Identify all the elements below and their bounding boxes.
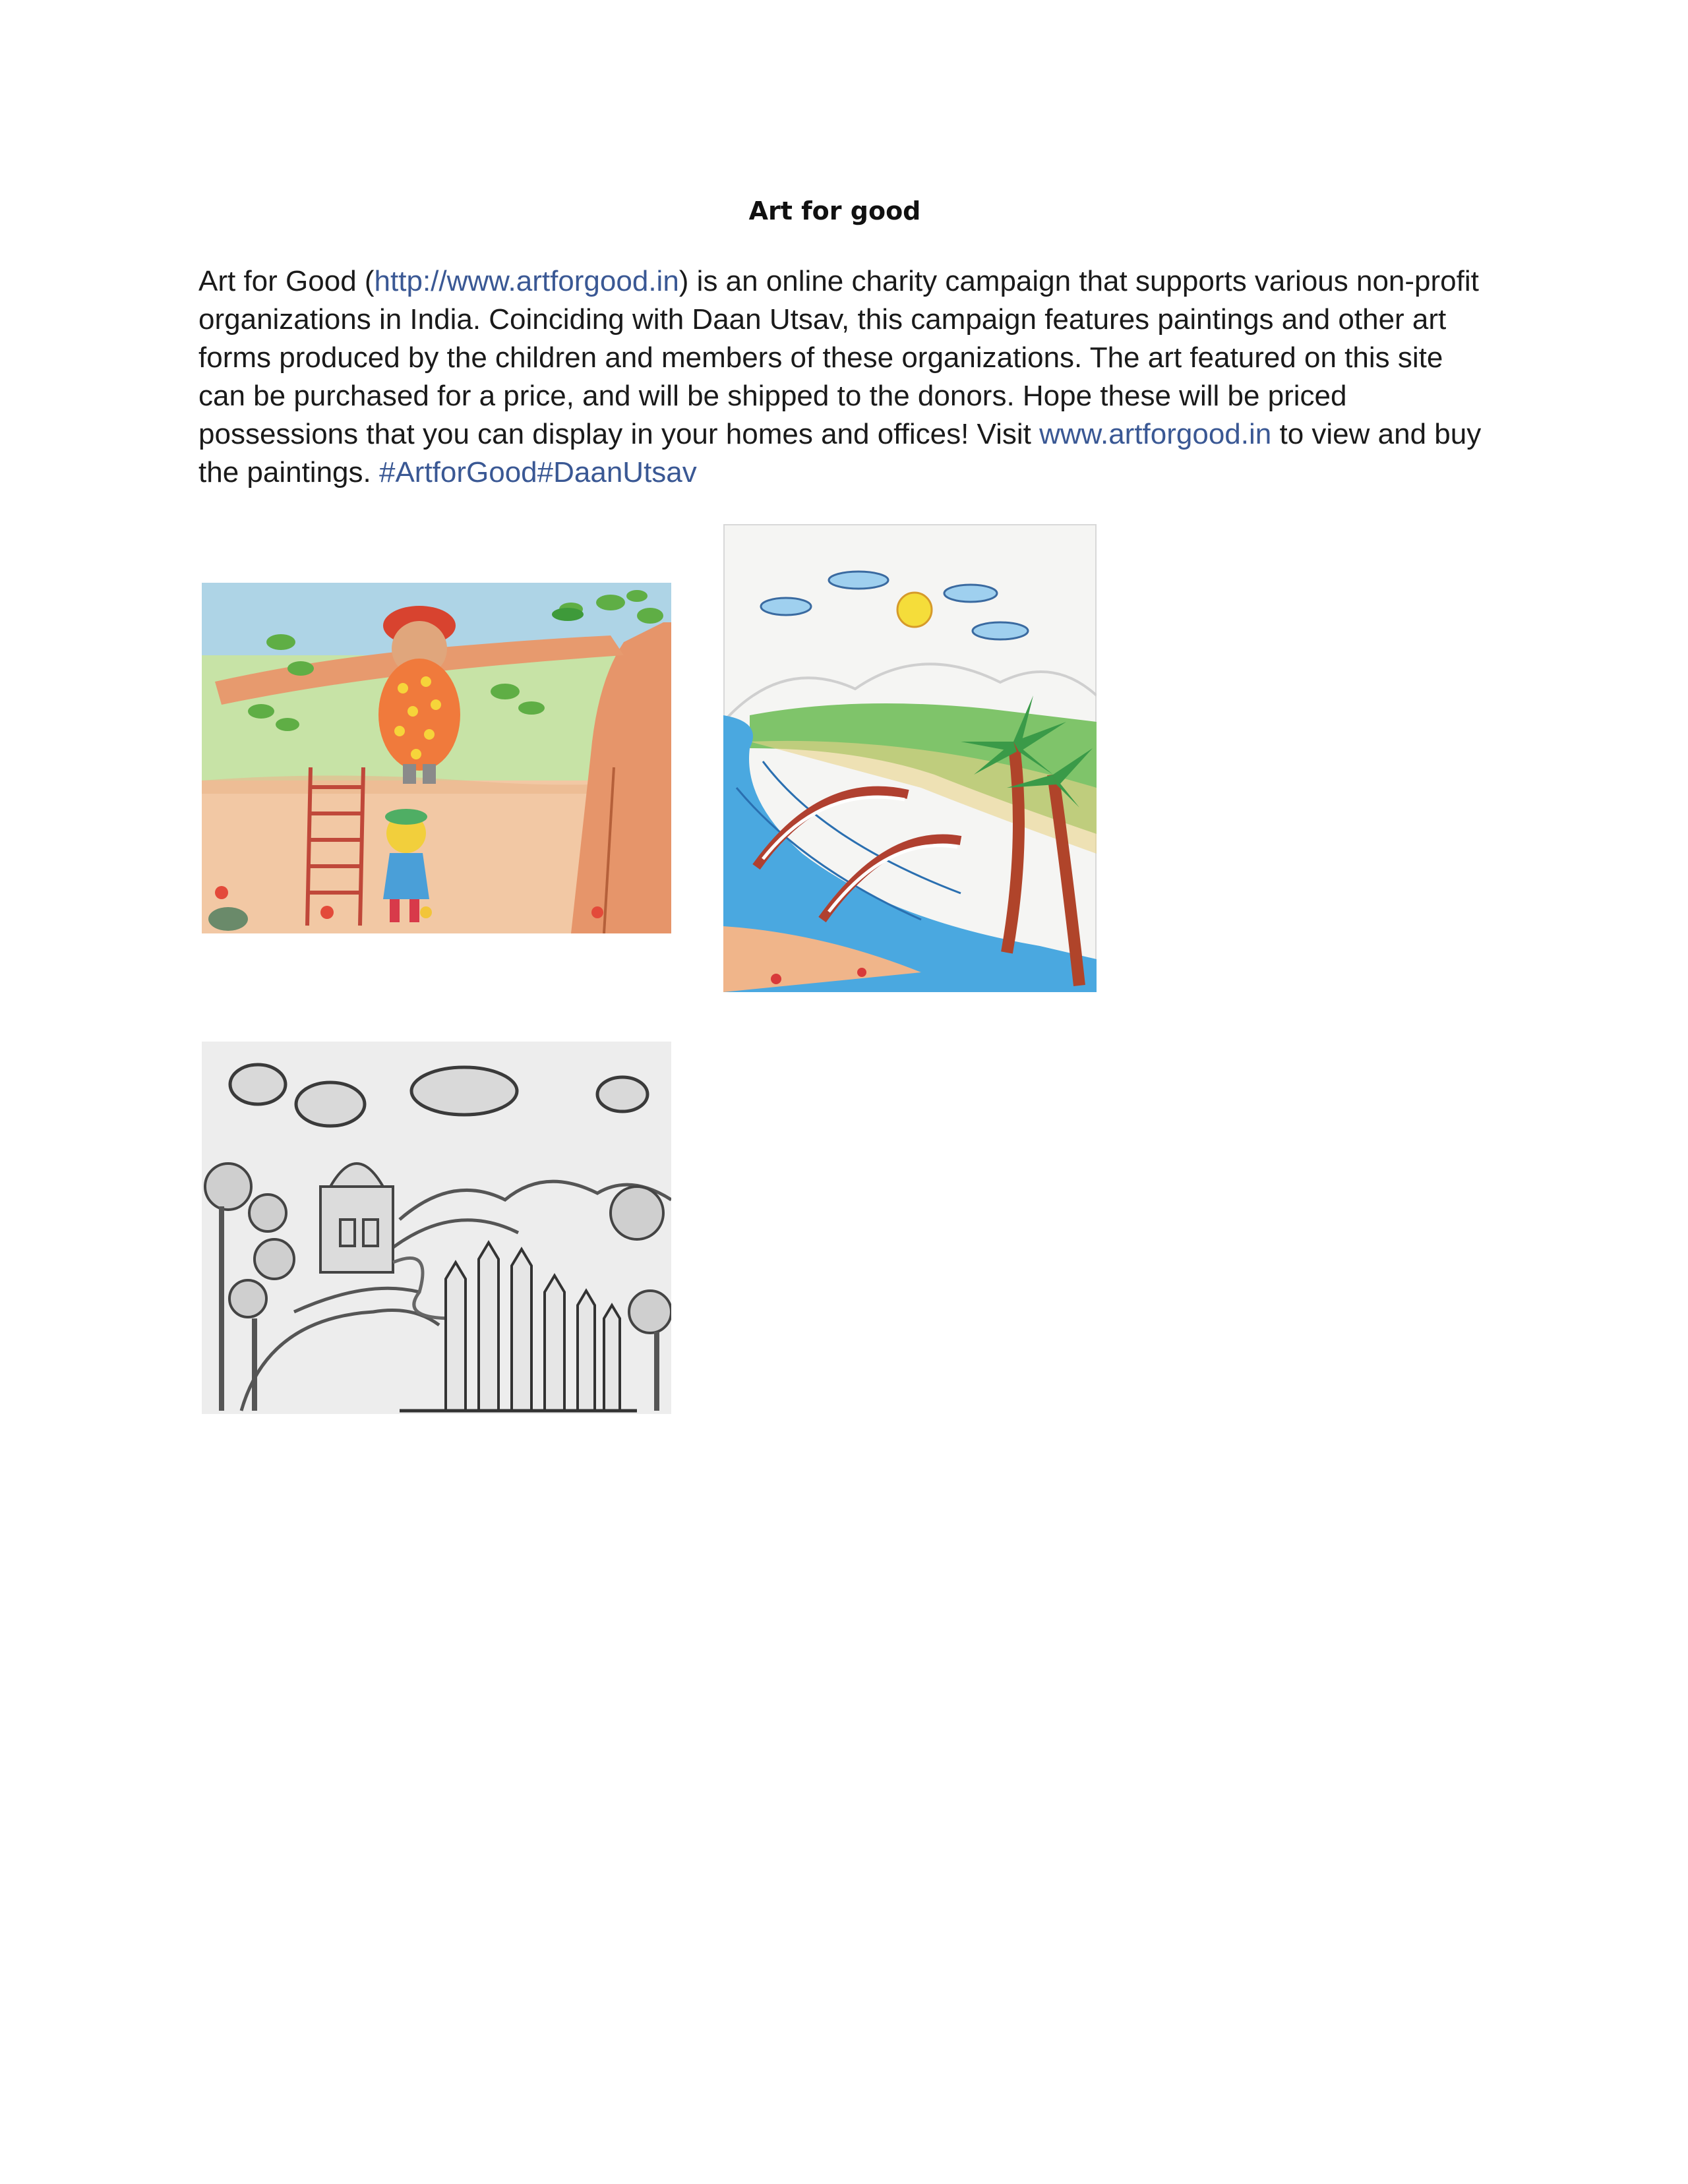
text-segment: Art for Good ( (198, 265, 375, 297)
painting-pencil-landscape (202, 1042, 671, 1414)
hashtags-link[interactable]: #ArtforGood#DaanUtsav (378, 456, 697, 488)
painting-tree-boy (202, 583, 671, 933)
text-segment: possessions that you can display in your homes and offices! Visit (198, 418, 1040, 450)
paragraph-line (198, 454, 1491, 492)
text-segment: the paintings. (198, 456, 379, 488)
page-title: Art for good (748, 196, 921, 225)
artforgood-url-link[interactable]: http://www.artforgood.in (374, 265, 679, 297)
paragraph-line: organizations in India. Coinciding with Daan Utsav, this campaign features paintings and other art (198, 303, 1447, 336)
artforgood-site-link[interactable]: www.artforgood.in (1039, 418, 1272, 450)
body-paragraph (198, 262, 1491, 492)
paragraph-line (198, 415, 1491, 454)
paragraph-line (198, 262, 1491, 301)
painting-river-bridge (723, 524, 1097, 992)
paragraph-line: can be purchased for a price, and will be shipped to the donors. Hope these will be priced (198, 380, 1347, 412)
text-segment: ) is an online charity campaign that supports various non-profit (678, 265, 1479, 297)
paragraph-line: forms produced by the children and members of these organizations. The art featured on this site (198, 341, 1443, 374)
text-segment: to view and buy (1271, 418, 1482, 450)
